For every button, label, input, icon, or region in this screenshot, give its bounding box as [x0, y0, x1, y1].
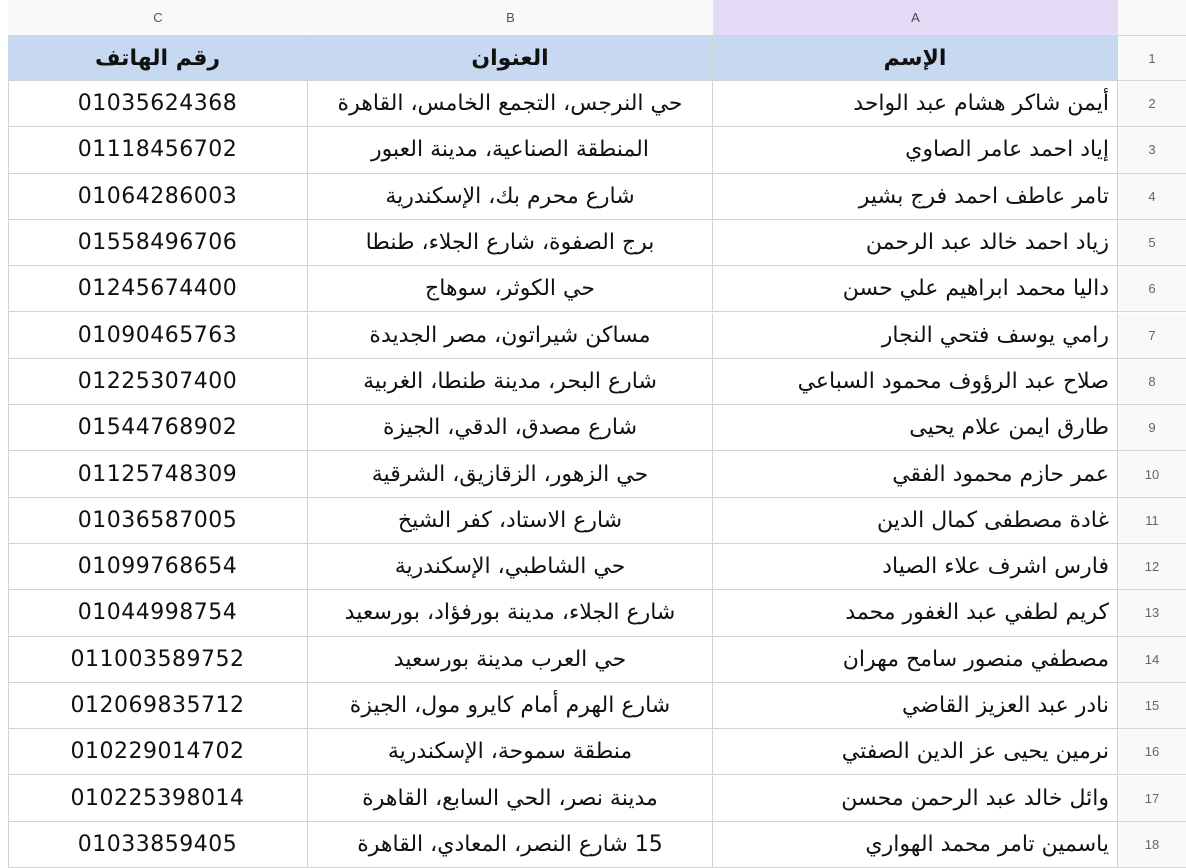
table-row — [0, 359, 1186, 405]
row-number[interactable]: 6 — [1118, 266, 1186, 312]
phone-cell[interactable]: 01558496706 — [8, 220, 308, 266]
phone-cell[interactable]: 01036587005 — [8, 498, 308, 544]
table-row — [0, 220, 1186, 266]
address-cell[interactable]: حي الكوثر، سوهاج — [308, 266, 713, 312]
row-number[interactable]: 3 — [1118, 127, 1186, 173]
name-cell[interactable]: مصطفي منصور سامح مهران — [713, 637, 1118, 683]
row-number[interactable]: 9 — [1118, 405, 1186, 451]
table-row — [0, 405, 1186, 451]
phone-cell[interactable]: 01035624368 — [8, 81, 308, 127]
row-number[interactable]: 17 — [1118, 776, 1186, 822]
table-row — [0, 683, 1186, 729]
row-number[interactable]: 18 — [1118, 822, 1186, 868]
table-row — [0, 266, 1186, 312]
row-number[interactable]: 15 — [1118, 683, 1186, 729]
column-header-c[interactable]: C — [8, 0, 309, 36]
table-row — [0, 127, 1186, 173]
table-row — [0, 498, 1186, 544]
address-cell[interactable]: حي العرب مدينة بورسعيد — [308, 637, 713, 683]
phone-cell[interactable]: 01245674400 — [8, 266, 308, 312]
column-headers — [0, 0, 1186, 36]
address-cell[interactable]: حي الشاطبي، الإسكندرية — [308, 544, 713, 590]
column-header-a[interactable]: A — [713, 0, 1119, 36]
address-cell[interactable]: شارع الاستاد، كفر الشيخ — [308, 498, 713, 544]
watermark-logo — [520, 808, 590, 864]
table-row — [0, 544, 1186, 590]
address-cell[interactable]: منطقة سموحة، الإسكندرية — [308, 729, 713, 775]
address-cell[interactable]: مدينة نصر، الحي السابع، القاهرة — [308, 776, 713, 822]
row-number[interactable]: 10 — [1118, 451, 1186, 497]
row-number[interactable]: 2 — [1118, 81, 1186, 127]
name-cell[interactable]: فارس اشرف علاء الصياد — [713, 544, 1118, 590]
table-row — [0, 81, 1186, 127]
name-cell[interactable]: عمر حازم محمود الفقي — [713, 451, 1118, 497]
phone-cell[interactable]: 01118456702 — [8, 127, 308, 173]
header-cell-name[interactable]: الإسم — [713, 36, 1118, 81]
name-cell[interactable]: صلاح عبد الرؤوف محمود السباعي — [713, 359, 1118, 405]
address-cell[interactable]: 15 شارع النصر، المعادي، القاهرة — [308, 822, 713, 868]
table-row — [0, 451, 1186, 497]
address-cell[interactable]: المنطقة الصناعية، مدينة العبور — [308, 127, 713, 173]
table-row — [0, 776, 1186, 822]
table-row — [0, 637, 1186, 683]
table-row — [0, 729, 1186, 775]
address-cell[interactable]: شارع الجلاء، مدينة بورفؤاد، بورسعيد — [308, 590, 713, 636]
name-cell[interactable]: وائل خالد عبد الرحمن محسن — [713, 776, 1118, 822]
name-cell[interactable]: طارق ايمن علام يحيى — [713, 405, 1118, 451]
address-cell[interactable]: برج الصفوة، شارع الجلاء، طنطا — [308, 220, 713, 266]
name-cell[interactable]: إياد احمد عامر الصاوي — [713, 127, 1118, 173]
header-row — [0, 36, 1186, 81]
phone-cell[interactable]: 01544768902 — [8, 405, 308, 451]
row-number[interactable]: 11 — [1118, 498, 1186, 544]
name-cell[interactable]: نرمين يحيى عز الدين الصفتي — [713, 729, 1118, 775]
row-number[interactable]: 16 — [1118, 729, 1186, 775]
address-cell[interactable]: شارع مصدق، الدقي، الجيزة — [308, 405, 713, 451]
phone-cell[interactable]: 010225398014 — [8, 776, 308, 822]
row-number[interactable]: 7 — [1118, 313, 1186, 359]
row-number[interactable]: 12 — [1118, 544, 1186, 590]
row-number[interactable]: 13 — [1118, 590, 1186, 636]
phone-cell[interactable]: 010229014702 — [8, 729, 308, 775]
name-cell[interactable]: غادة مصطفى كمال الدين — [713, 498, 1118, 544]
phone-cell[interactable]: 01064286003 — [8, 174, 308, 220]
address-cell[interactable]: شارع محرم بك، الإسكندرية — [308, 174, 713, 220]
name-cell[interactable]: زياد احمد خالد عبد الرحمن — [713, 220, 1118, 266]
address-cell[interactable]: شارع البحر، مدينة طنطا، الغربية — [308, 359, 713, 405]
header-cell-address[interactable]: العنوان — [308, 36, 713, 81]
table-row — [0, 590, 1186, 636]
row-number[interactable]: 8 — [1118, 359, 1186, 405]
name-cell[interactable]: نادر عبد العزيز القاضي — [713, 683, 1118, 729]
table-row — [0, 313, 1186, 359]
address-cell[interactable]: حي النرجس، التجمع الخامس، القاهرة — [308, 81, 713, 127]
name-cell[interactable]: ياسمين تامر محمد الهواري — [713, 822, 1118, 868]
address-cell[interactable]: شارع الهرم أمام كايرو مول، الجيزة — [308, 683, 713, 729]
address-cell[interactable]: مساكن شيراتون، مصر الجديدة — [308, 313, 713, 359]
phone-cell[interactable]: 01225307400 — [8, 359, 308, 405]
name-cell[interactable]: رامي يوسف فتحي النجار — [713, 313, 1118, 359]
name-cell[interactable]: كريم لطفي عبد الغفور محمد — [713, 590, 1118, 636]
phone-cell[interactable]: 01044998754 — [8, 590, 308, 636]
row-number[interactable]: 4 — [1118, 174, 1186, 220]
phone-cell[interactable]: 011003589752 — [8, 637, 308, 683]
name-cell[interactable]: داليا محمد ابراهيم علي حسن — [713, 266, 1118, 312]
address-cell[interactable]: حي الزهور، الزقازيق، الشرقية — [308, 451, 713, 497]
phone-cell[interactable]: 01099768654 — [8, 544, 308, 590]
phone-cell[interactable]: 01125748309 — [8, 451, 308, 497]
phone-cell[interactable]: 01033859405 — [8, 822, 308, 868]
table-row — [0, 174, 1186, 220]
name-cell[interactable]: تامر عاطف احمد فرج بشير — [713, 174, 1118, 220]
select-all-corner[interactable] — [1118, 0, 1186, 36]
phone-cell[interactable]: 01090465763 — [8, 313, 308, 359]
row-number[interactable]: 1 — [1118, 36, 1186, 81]
table-row — [0, 822, 1186, 868]
header-cell-phone[interactable]: رقم الهاتف — [8, 36, 308, 81]
phone-cell[interactable]: 012069835712 — [8, 683, 308, 729]
row-number[interactable]: 14 — [1118, 637, 1186, 683]
name-cell[interactable]: أيمن شاكر هشام عبد الواحد — [713, 81, 1118, 127]
row-number[interactable]: 5 — [1118, 220, 1186, 266]
column-header-b[interactable]: B — [308, 0, 714, 36]
